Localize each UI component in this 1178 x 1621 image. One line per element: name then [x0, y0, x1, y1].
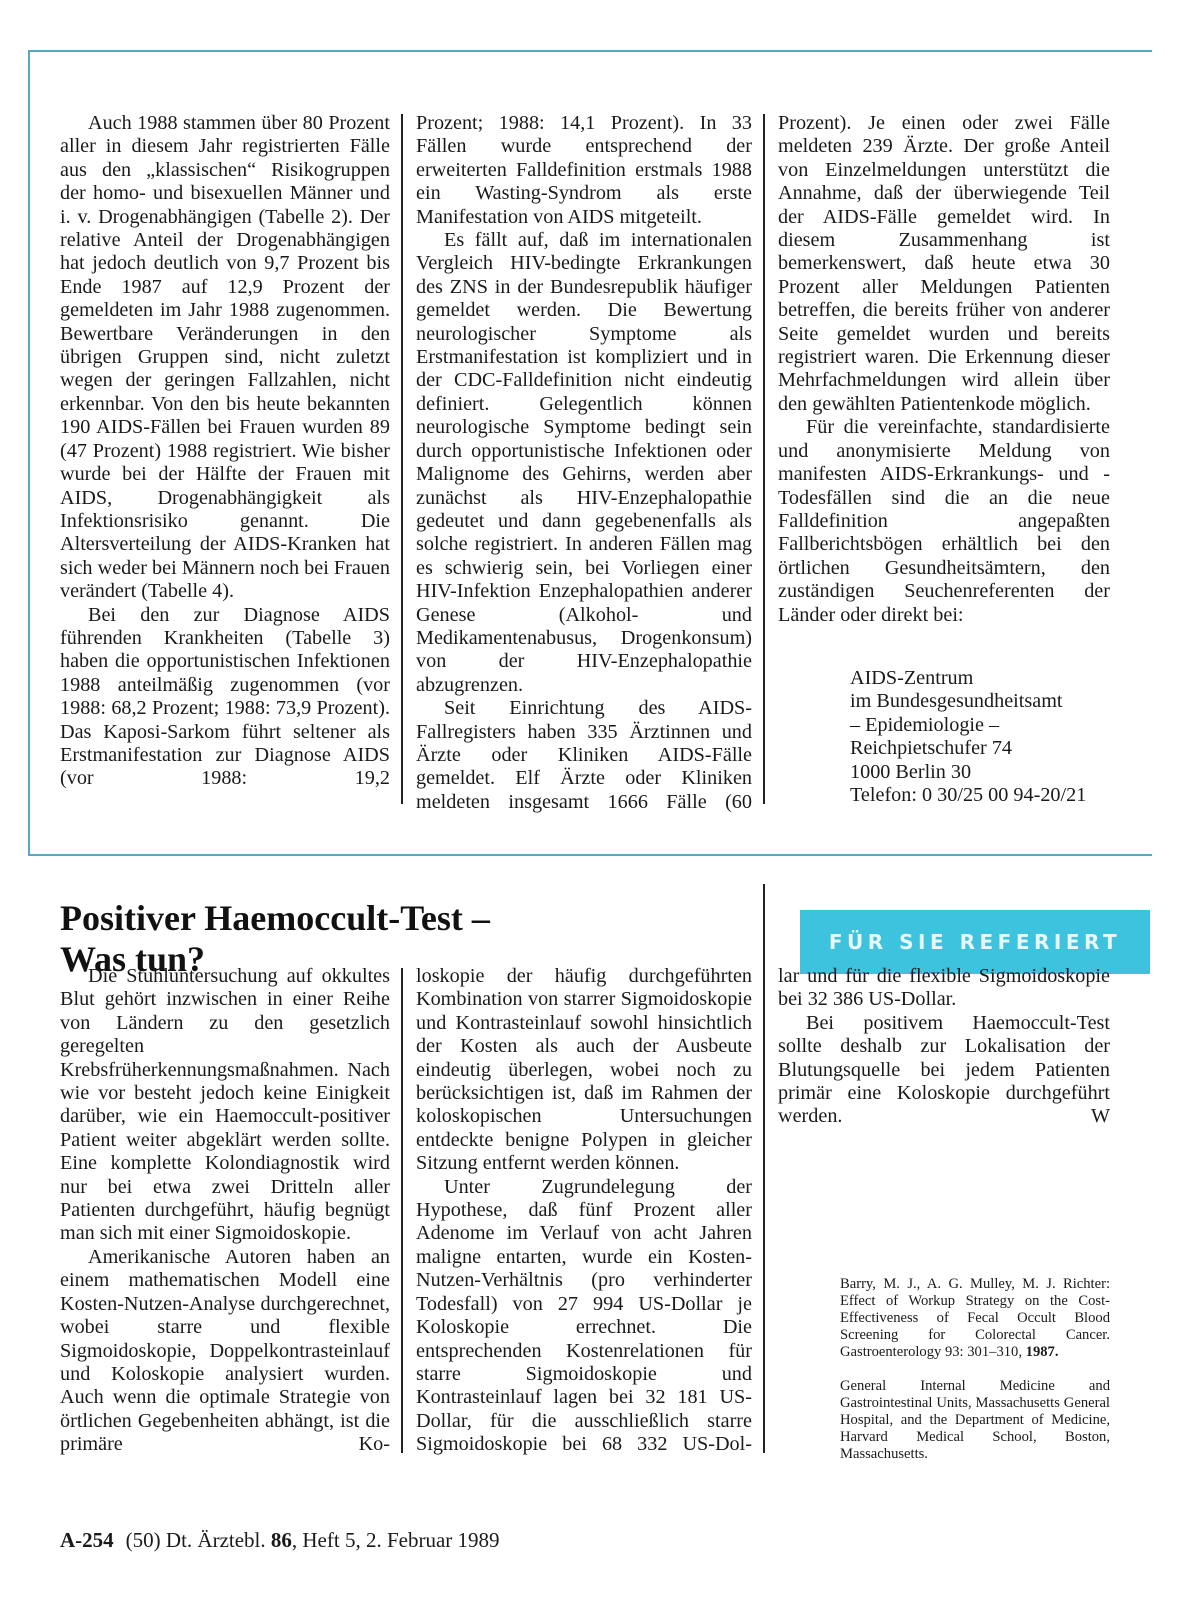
- page-footer: [60, 1528, 500, 1553]
- address-line: – Epidemiologie –: [850, 713, 1000, 736]
- paragraph: Für die vereinfachte, standardisierte und anonymisierte Meldung von manifesten AIDS-Erkrankungs- und -Todesfällen sind die an die neue Falldefinition angepaßten Fallberichtsbögen erhältlich bei den örtlichen Gesundheitsämtern, den zuständigen Seuchenreferenten der Länder oder direkt bei:: [778, 416, 1110, 626]
- article-column-1: [60, 965, 390, 1457]
- address-line: AIDS-Zentrum: [850, 666, 974, 689]
- paragraph: Prozent; 1988: 14,1 Prozent). In 33 Fällen wurde entsprechend der erweiterten Falldefinition erstmals 1988 ein Wasting-Syndrom als erste Manifestation von AIDS mitgeteilt.: [416, 112, 752, 228]
- column-rule: [763, 114, 765, 804]
- issue-date: , Heft 5, 2. Februar 1989: [291, 1528, 500, 1552]
- address-line: Telefon: 0 30/25 00 94-20/21: [850, 783, 1087, 806]
- top-column-3: [778, 112, 1110, 807]
- paragraph: Die Stuhluntersuchung auf okkultes Blut gehört inzwischen in einer Reihe von Ländern zu den gesetzlich geregelten Krebsfrüherkennungsmaßnahmen. Nach wie vor besteht jedoch keine Einigkeit darüber, wie ein Haemoccult-positiver Patient weiter abgeklärt werden sollte. Eine komplette Kolondiagnostik wird nur bei etwa zwei Dritteln aller Patienten durchgeführt, häufig begnügt man sich mit einer Sigmoidoskopie.: [60, 965, 390, 1245]
- article-column-2: [416, 965, 752, 1457]
- volume: 86: [270, 1528, 292, 1552]
- article-column-3: [778, 965, 1110, 1129]
- paragraph: Seit Einrichtung des AIDS-Fallregisters haben 335 Ärztinnen und Ärzte oder Kliniken AIDS-Fälle gemeldet. Elf Ärzte oder Kliniken meldeten insgesamt 1666 Fälle (60: [416, 697, 752, 813]
- paragraph: Es fällt auf, daß im internationalen Vergleich HIV-bedingte Erkrankungen des ZNS in der Bundesrepublik häufiger gemeldet werden. Die Bewertung neurologischer Symptome als Erstmanifestation ist kompliziert und in der CDC-Falldefinition nicht eindeutig definiert. Gelegentlich können neurologische Symptome bedingt sein durch opportunistische Infektionen oder Malignome des Gehirns, werden aber zunächst als HIV-Enzephalopathie gedeutet und dann gegebenenfalls als solche registriert. In anderen Fällen mag es schwierig sein, bei Vorliegen einer HIV-Infektion Enzephalopathien anderer Genese (Alkohol- und Medikamentenabusus, Drogenkonsum) von der HIV-Enzephalopathie abzugrenzen.: [416, 229, 752, 696]
- page-number: A-254: [60, 1528, 114, 1552]
- affiliation: General Internal Medicine and Gastrointestinal Units, Massachusetts General Hospital, and the Department of Medicine, Harvard Medical School, Boston, Massachusetts.: [840, 1378, 1110, 1462]
- affiliation-block: [840, 1378, 1110, 1463]
- column-rule: [401, 114, 403, 804]
- address-line: Reichpietschufer 74: [850, 737, 1013, 760]
- paragraph: lar und für die flexible Sigmoidoskopie bei 32 386 US-Dollar.: [778, 965, 1110, 1011]
- rubric-banner: FÜR SIE REFERIERT: [800, 910, 1150, 974]
- top-column-1: [60, 112, 390, 791]
- paragraph: Amerikanische Autoren haben an einem mathematischen Modell eine Kosten-Nutzen-Analyse durchgerechnet, wobei starre und flexible Sigmoidoskopie, Doppelkontrasteinlauf und Koloskopie analysiert wurden. Auch wenn die optimale Strategie von örtlichen Gegebenheiten abhängt, ist die primäre Ko-: [60, 1245, 390, 1456]
- address-line: 1000 Berlin 30: [850, 760, 972, 783]
- address-block: [850, 667, 1110, 807]
- top-column-2: [416, 112, 752, 814]
- paragraph: Prozent). Je einen oder zwei Fälle meldeten 239 Ärzte. Der große Anteil von Einzelmeldungen unterstützt die Annahme, daß der überwiegende Teil der AIDS-Fälle gemeldet wird. In diesem Zusammenhang ist bemerkenswert, daß heute etwa 30 Prozent aller Meldungen Patienten betreffen, die bereits früher von anderer Seite gemeldet wurden und bereits registriert waren. Die Erkennung dieser Mehrfachmeldungen wird allein über den gewählten Patientenkode möglich.: [778, 112, 1110, 415]
- paragraph-text: Bei positivem Haemoccult-Test sollte deshalb zur Lokalisation der Blutungsquelle bei jedem Patienten primär eine Koloskopie durchgeführt werden.: [778, 1011, 1110, 1128]
- citation: Barry, M. J., A. G. Mulley, M. J. Richter: Effect of Workup Strategy on the Cost-Effectiveness of Fecal Occult Blood Screening for Colorectal Cancer. Gastroenterology 93: 301–310, 1987.: [840, 1276, 1110, 1360]
- title-line: Was tun?: [60, 939, 206, 979]
- column-rule: [763, 968, 765, 1453]
- paragraph: Auch 1988 stammen über 80 Prozent aller in diesem Jahr registrierten Fälle aus den „klassischen“ Risikogruppen der homo- und bisexuellen Männer und i. v. Drogenabhängigen (Tabelle 2). Der relative Anteil der Drogenabhängigen hat jedoch deutlich von 9,7 Prozent bis Ende 1987 auf 12,9 Prozent der gemeldeten im Jahr 1988 zugenommen. Bewertbare Veränderungen in den übrigen Gruppen sind, nicht zuletzt wegen der geringen Fallzahlen, nicht erkennbar. Von den bis heute bekannten 190 AIDS-Fällen bei Frauen wurden 89 (47 Prozent) 1988 registriert. Wie bisher wurde bei der Hälfte der Frauen mit AIDS, Drogenabhängigkeit als Infektionsrisiko genannt. Die Altersverteilung der AIDS-Kranken hat sich weder bei Männern noch bei Frauen verändert (Tabelle 4).: [60, 112, 390, 603]
- author-signature: W: [1090, 1105, 1110, 1128]
- journal-name: (50) Dt. Ärztebl.: [125, 1528, 266, 1552]
- reference-block: [840, 1276, 1110, 1361]
- paragraph: loskopie der häufig durchgeführten Kombination von starrer Sigmoidoskopie und Kontrasteinlauf sowohl hinsichtlich der Kosten als auch der Ausbeute eindeutig überlegen, wobei noch zu berücksichtigen ist, daß im Rahmen der koloskopischen Untersuchungen entdeckte benigne Polypen in gleicher Sitzung entfernt werden können.: [416, 965, 752, 1175]
- paragraph: Bei den zur Diagnose AIDS führenden Krankheiten (Tabelle 3) haben die opportunistischen Infektionen 1988 anteilmäßig zugenommen (vor 1988: 68,2 Prozent; 1988: 73,9 Prozent). Das Kaposi-Sarkom führt seltener als Erstmanifestation zur Diagnose AIDS (vor 1988: 19,2: [60, 603, 390, 790]
- title-line: Positiver Haemoccult-Test –: [60, 898, 490, 938]
- column-rule: [763, 884, 765, 980]
- column-rule: [401, 968, 403, 1453]
- paragraph: Unter Zugrundelegung der Hypothese, daß fünf Prozent aller Adenome im Verlauf von acht Jahren maligne entarten, wurde ein Kosten-Nutzen-Verhältnis (pro verhinderter Todesfall) von 27 994 US-Dollar je Koloskopie errechnet. Die entsprechenden Kostenrelationen für starre Sigmoidoskopie und Kontrasteinlauf lagen bei 32 181 US-Dollar, für die ausschließlich starre Sigmoidoskopie bei 68 332 US-Dol-: [416, 1175, 752, 1456]
- paragraph: [778, 1012, 1110, 1129]
- citation-year: 1987.: [1025, 1344, 1059, 1360]
- address-line: im Bundesgesundheitsamt: [850, 690, 1063, 713]
